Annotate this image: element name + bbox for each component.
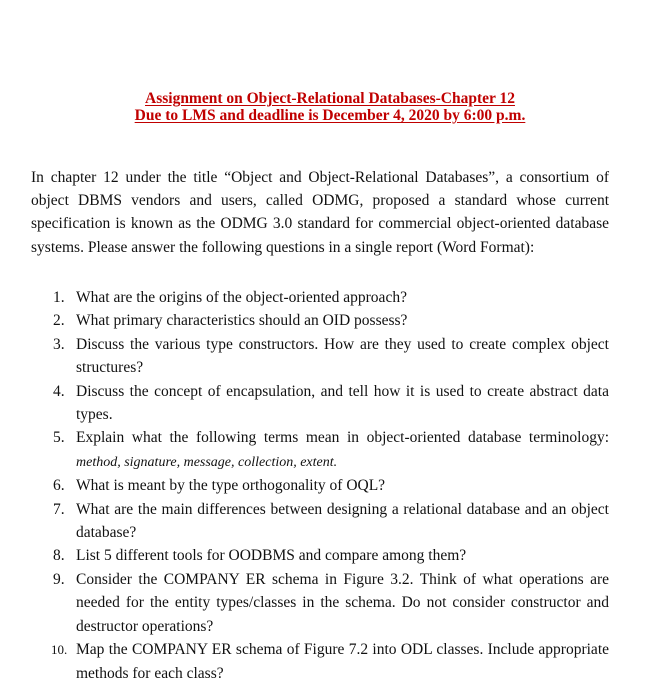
question-number: 6.	[53, 477, 65, 495]
intro-paragraph: In chapter 12 under the title “Object and Object-Relational Databases”, a consortium of object DBMS vendors and users, called ODMG, proposed a standard whose current specification is known as the ODMG 3.0 standard for commercial object-oriented database systems. Please answer the following questions in a single report (Word Format):	[31, 168, 609, 256]
question-text: Explain what the following terms mean in object-oriented database terminology:	[76, 429, 609, 447]
question-text: Discuss the concept of encapsulation, and tell how it is used to create abstract data types.	[76, 382, 609, 424]
question-number: 5.	[53, 429, 65, 447]
question-text: Map the COMPANY ER schema of Figure 7.2 into ODL classes. Include appropriate methods for each class?	[76, 641, 609, 682]
question-item	[31, 333, 609, 380]
question-item	[31, 544, 609, 567]
question-italic-terms: method, signature, message, collection, extent.	[76, 454, 338, 470]
question-number: 9.	[53, 570, 65, 588]
question-text: What are the origins of the object-oriented approach?	[76, 289, 407, 306]
question-number: 3.	[53, 335, 65, 353]
question-number: 2.	[53, 312, 65, 330]
question-number: 7.	[53, 500, 65, 518]
deadline-subtitle: Due to LMS and deadline is December 4, 2020 by 6:00 p.m.	[134, 107, 526, 124]
question-item	[31, 380, 609, 427]
question-number: 10.	[51, 642, 68, 658]
question-item	[31, 474, 609, 497]
question-list	[31, 286, 609, 685]
question-item	[31, 286, 609, 309]
question-text: What primary characteristics should an OID possess?	[76, 312, 408, 330]
question-text: What are the main differences between designing a relational database and an object database?	[76, 500, 609, 542]
question-item	[31, 426, 609, 474]
question-number: 8.	[53, 547, 65, 565]
question-item	[31, 309, 609, 332]
question-text: List 5 different tools for OODBMS and compare among them?	[76, 547, 467, 565]
question-item	[31, 638, 609, 685]
assignment-title: Assignment on Object-Relational Databases-Chapter 12	[145, 90, 515, 107]
question-item	[31, 568, 609, 638]
question-item	[31, 498, 609, 545]
question-text: Consider the COMPANY ER schema in Figure 3.2. Think of what operations are needed for the entity types/classes in the schema. Do not consider constructor and destructor operations?	[76, 570, 609, 635]
question-number: 1.	[53, 289, 65, 306]
question-text: Discuss the various type constructors. How are they used to create complex object structures?	[76, 335, 609, 377]
question-text: What is meant by the type orthogonality of OQL?	[76, 477, 386, 495]
question-number: 4.	[53, 382, 65, 400]
